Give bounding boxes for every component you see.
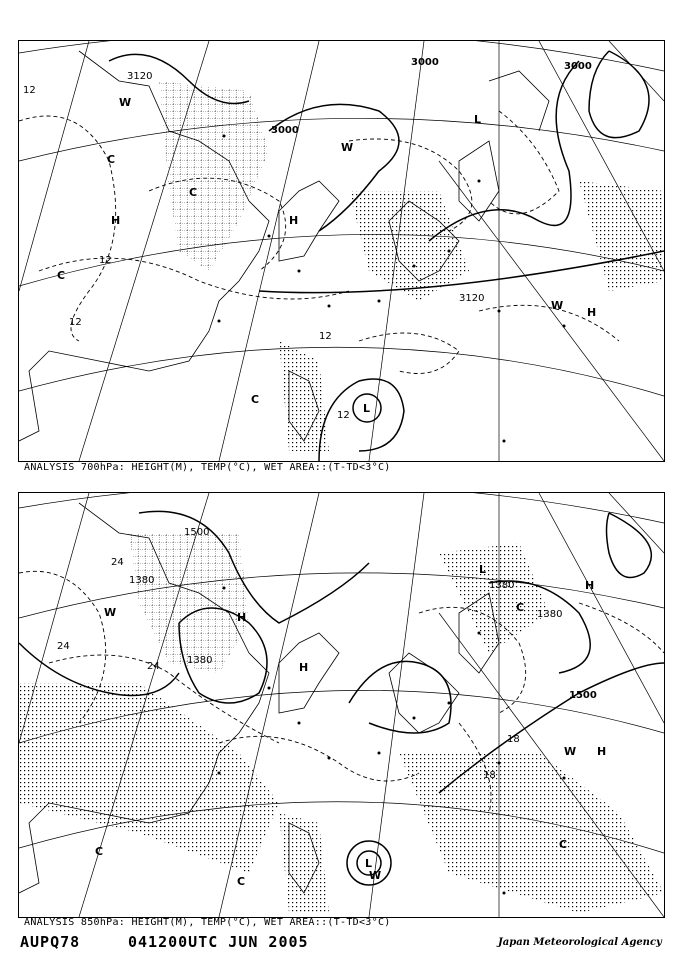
- center-L: L: [479, 563, 487, 576]
- center-C: C: [559, 838, 568, 851]
- valid-time: 041200UTC JUN 2005: [128, 933, 309, 951]
- map-panel-850hpa: [18, 492, 665, 918]
- height-label: 3120: [459, 293, 485, 304]
- temp-label: 24: [147, 661, 160, 672]
- center-L: L: [365, 857, 373, 870]
- caption-700hpa: ANALYSIS 700hPa: HEIGHT(M), TEMP(°C), WET AREA::(T-TD<3°C): [24, 462, 391, 473]
- center-C: C: [57, 269, 66, 282]
- temp-label: 12: [23, 85, 36, 96]
- center-W: W: [551, 299, 564, 312]
- height-label: 1380: [489, 580, 515, 591]
- center-H: H: [111, 214, 121, 227]
- map-850hpa-svg: [19, 493, 664, 917]
- center-H: H: [597, 745, 607, 758]
- height-label: 3120: [127, 71, 153, 82]
- map-panel-700hpa: [18, 40, 665, 462]
- height-label: 1500: [569, 690, 597, 701]
- height-label: 1380: [187, 655, 213, 666]
- center-C: C: [189, 186, 198, 199]
- wet-area: [279, 813, 329, 913]
- wet-area: [399, 753, 664, 913]
- center-W: W: [341, 141, 354, 154]
- center-H: H: [237, 611, 247, 624]
- temp-label: 18: [507, 734, 520, 745]
- height-label: 1380: [129, 575, 155, 586]
- height-label: 3000: [271, 125, 299, 136]
- wet-area: [159, 81, 269, 271]
- pressure-centers: [57, 96, 596, 415]
- center-W: W: [104, 606, 117, 619]
- temp-label: 12: [99, 255, 112, 266]
- caption-850hpa: ANALYSIS 850hPa: HEIGHT(M), TEMP(°C), WET AREA::(T-TD<3°C): [24, 917, 391, 928]
- height-label: 1380: [537, 609, 563, 620]
- center-H: H: [585, 579, 595, 592]
- temp-label: 24: [57, 641, 70, 652]
- center-W: W: [564, 745, 577, 758]
- height-label: 3000: [411, 57, 439, 68]
- agency-name: Japan Meteorological Agency: [498, 937, 662, 948]
- chart-id: AUPQ78: [20, 933, 81, 951]
- center-H: H: [587, 306, 597, 319]
- center-C: C: [107, 153, 116, 166]
- center-C: C: [237, 875, 246, 888]
- wet-area: [129, 533, 249, 673]
- center-C: C: [95, 845, 104, 858]
- center-L: L: [363, 402, 371, 415]
- temp-label: 12: [319, 331, 332, 342]
- temp-label: 24: [111, 557, 124, 568]
- wet-area: [579, 181, 664, 291]
- center-C: C: [251, 393, 260, 406]
- temp-label: 12: [69, 317, 82, 328]
- temp-label: 18: [483, 770, 496, 781]
- center-W: W: [119, 96, 132, 109]
- wet-area: [19, 683, 279, 873]
- center-W: W: [369, 869, 382, 882]
- temp-label: 12: [337, 410, 350, 421]
- center-H: H: [299, 661, 309, 674]
- height-label: 1500: [184, 527, 210, 538]
- height-label: 3000: [564, 61, 592, 72]
- center-C: C: [516, 601, 525, 614]
- center-L: L: [474, 113, 482, 126]
- map-700hpa-svg: [19, 41, 664, 461]
- wet-area: [439, 543, 549, 653]
- center-H: H: [289, 214, 299, 227]
